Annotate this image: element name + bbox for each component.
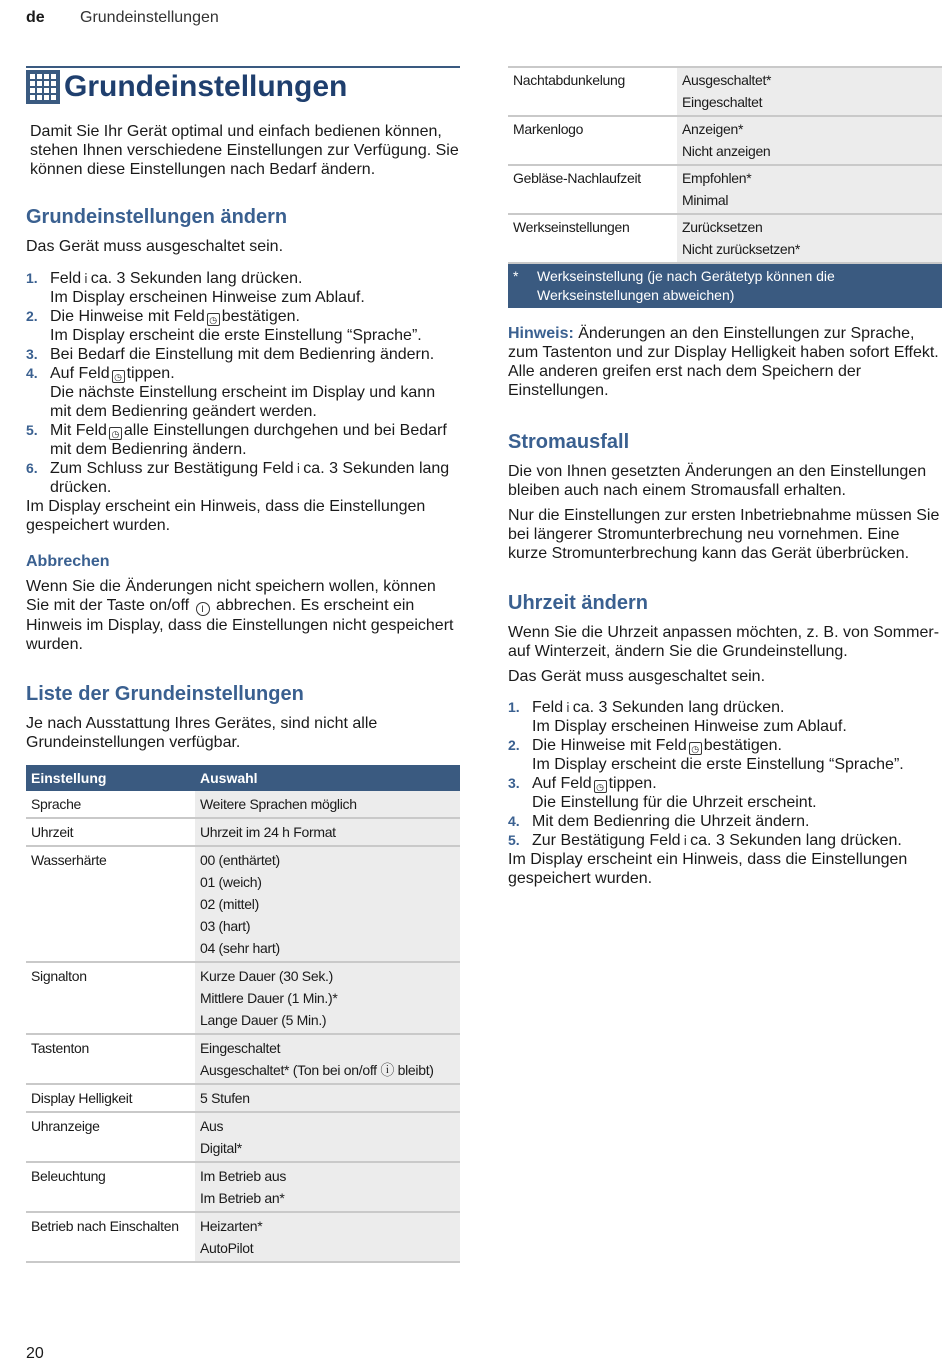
- setting-name: Wasserhärte: [31, 852, 107, 868]
- step-text: Auf Feld: [50, 365, 110, 382]
- setting-name-cell: [508, 116, 677, 165]
- clock-key-icon: ◷: [109, 427, 122, 440]
- setting-options-cell: [195, 1162, 460, 1212]
- step-result: Im Display erscheinen Hinweise zum Ablauf.: [50, 289, 365, 306]
- info-key-icon: ⅰ: [683, 833, 688, 848]
- table-row: [26, 1034, 460, 1084]
- step-text: alle Einstellungen durchgehen und bei Bedarf mit dem Bedienring ändern.: [50, 422, 447, 458]
- power-key-icon: I: [196, 602, 210, 616]
- cancel-text: [26, 577, 460, 654]
- power-text-2: Nur die Einstellungen zur ersten Inbetriebnahme müssen Sie bei längerer Stromunterbrechung neu vornehmen. Eine kurze Stromunterbrechung kann das Gerät überbrücken.: [508, 507, 940, 562]
- section-heading-cancel: Abbrechen: [26, 553, 110, 570]
- setting-name-cell: [26, 1084, 195, 1112]
- setting-option: 04 (sehr hart): [200, 940, 280, 956]
- time-steps: [508, 698, 942, 850]
- setting-option: Nicht zurücksetzen*: [682, 241, 801, 257]
- setting-options-cell: [677, 67, 942, 116]
- setting-option: Digital*: [200, 1140, 242, 1156]
- header-language: de: [26, 9, 45, 26]
- list-item: [26, 307, 460, 345]
- list-item: [26, 421, 460, 459]
- table-row: [508, 116, 942, 165]
- info-key-icon: ⅰ: [296, 461, 301, 476]
- setting-name: Signalton: [31, 968, 87, 984]
- time-result: Im Display erscheint ein Hinweis, dass die Einstellungen gespeichert wurden.: [508, 851, 908, 887]
- change-precondition: Das Gerät muss ausgeschaltet sein.: [26, 238, 284, 255]
- info-key-icon: ⅰ: [566, 700, 570, 715]
- right-column: [508, 66, 942, 888]
- setting-option: Kurze Dauer (30 Sek.): [200, 968, 333, 984]
- table-row: [26, 1212, 460, 1262]
- list-item: [26, 345, 460, 364]
- list-item: [508, 736, 942, 774]
- step-number: 3.: [26, 346, 38, 362]
- setting-options-cell: [195, 1212, 460, 1262]
- step-number: 6.: [26, 460, 38, 476]
- step-text: Mit Feld: [50, 422, 107, 439]
- list-item: [508, 698, 942, 736]
- table-row: [26, 1112, 460, 1162]
- section-heading-list: Liste der Grundeinstellungen: [26, 683, 304, 705]
- column-header-option: Auswahl: [195, 765, 460, 791]
- table-row: [26, 791, 460, 818]
- step-text: Zur Bestätigung Feld: [532, 832, 681, 849]
- clock-key-icon: ◷: [112, 370, 125, 383]
- setting-option: Empfohlen*: [682, 170, 752, 186]
- setting-options-cell: [195, 791, 460, 818]
- setting-name: Markenlogo: [513, 121, 584, 137]
- setting-option: Lange Dauer (5 Min.): [200, 1012, 327, 1028]
- page-number: 20: [26, 1345, 44, 1362]
- time-intro: Wenn Sie die Uhrzeit anpassen möchten, z. B. von Sommer- auf Winterzeit, ändern Sie die Grundeinstellung.: [508, 624, 940, 660]
- setting-option: 01 (weich): [200, 874, 262, 890]
- setting-name-cell: [26, 1112, 195, 1162]
- setting-name: Uhrzeit: [31, 824, 74, 840]
- settings-table-continued: [508, 66, 942, 264]
- setting-name-cell: [26, 1212, 195, 1262]
- list-intro: Je nach Ausstattung Ihres Gerätes, sind nicht alle Grundeinstellungen verfügbar.: [26, 715, 378, 751]
- settings-table: [26, 765, 460, 1263]
- setting-options-cell: [677, 165, 942, 214]
- table-row: [26, 962, 460, 1034]
- setting-options-cell: [195, 1112, 460, 1162]
- setting-option: Mittlere Dauer (1 Min.)*: [200, 990, 338, 1006]
- change-result: Im Display erscheint ein Hinweis, dass die Einstellungen gespeichert wurden.: [26, 498, 426, 534]
- setting-option: Heizarten*: [200, 1218, 263, 1234]
- step-text: tippen.: [126, 365, 175, 382]
- step-text: bestätigen.: [703, 737, 782, 754]
- step-number: 4.: [26, 365, 38, 381]
- setting-name: Nachtabdunkelung: [513, 72, 625, 88]
- list-item: [26, 459, 460, 497]
- chapter-title: Grundeinstellungen: [64, 70, 348, 103]
- hint-text: Änderungen an den Einstellungen zur Sprache, zum Tastenton und zur Display Helligkeit haben sofort Effekt. Alle anderen greifen erst nach dem Speichern der Einstellungen.: [508, 325, 939, 399]
- footnote-star: *: [513, 268, 519, 284]
- table-row: [26, 1084, 460, 1112]
- setting-options-cell: [195, 846, 460, 962]
- setting-options-cell: [677, 214, 942, 263]
- step-number: 2.: [26, 308, 38, 324]
- step-number: 1.: [508, 699, 520, 715]
- setting-option: Ausgeschaltet* (Ton bei on/off ⓘ bleibt): [200, 1062, 434, 1078]
- step-number: 4.: [508, 813, 520, 829]
- step-text: Die Hinweise mit Feld: [50, 308, 205, 325]
- setting-option: Aus: [200, 1118, 224, 1134]
- list-item: [508, 812, 942, 831]
- setting-option: Weitere Sprachen möglich: [200, 796, 357, 812]
- clock-key-icon: ◷: [594, 780, 607, 793]
- list-item: [26, 364, 460, 421]
- step-number: 3.: [508, 775, 520, 791]
- step-result: Im Display erscheinen Hinweise zum Ablauf.: [532, 718, 847, 735]
- step-text: Feld: [532, 699, 564, 716]
- step-text: ca. 3 Sekunden lang drücken.: [50, 460, 450, 496]
- table-row: [508, 165, 942, 214]
- setting-name-cell: [26, 1034, 195, 1084]
- list-item: [508, 831, 942, 850]
- setting-option: Eingeschaltet: [200, 1040, 281, 1056]
- setting-option: Im Betrieb an*: [200, 1190, 285, 1206]
- grid-icon: [26, 70, 60, 104]
- step-text: Zum Schluss zur Bestätigung Feld: [50, 460, 294, 477]
- setting-name: Werkseinstellungen: [513, 219, 630, 235]
- hint-label: Hinweis:: [508, 325, 574, 342]
- step-text: Auf Feld: [532, 775, 592, 792]
- setting-option: Uhrzeit im 24 h Format: [200, 824, 336, 840]
- setting-name-cell: [26, 846, 195, 962]
- step-number: 5.: [508, 832, 520, 848]
- setting-name: Display Helligkeit: [31, 1090, 133, 1106]
- setting-name-cell: [508, 165, 677, 214]
- setting-option: AutoPilot: [200, 1240, 254, 1256]
- section-heading-power: Stromausfall: [508, 431, 630, 453]
- step-number: 2.: [508, 737, 520, 753]
- setting-option: Minimal: [682, 192, 729, 208]
- section-heading-time: Uhrzeit ändern: [508, 592, 649, 614]
- setting-option: 00 (enthärtet): [200, 852, 280, 868]
- hint-paragraph: [508, 324, 942, 400]
- step-result: Die nächste Einstellung erscheint im Display und kann mit dem Bedienring geändert werden.: [50, 384, 436, 420]
- setting-name-cell: [26, 1162, 195, 1212]
- table-row: [26, 1162, 460, 1212]
- setting-option: 02 (mittel): [200, 896, 259, 912]
- setting-options-cell: [195, 1084, 460, 1112]
- footnote: [508, 264, 942, 308]
- step-text: Bei Bedarf die Einstellung mit dem Bedienring ändern.: [50, 346, 435, 363]
- step-text: Feld: [50, 270, 82, 287]
- cancel-text-a: Wenn Sie die Änderungen nicht speichern wollen, können Sie mit der Taste on/off: [26, 578, 436, 614]
- table-row: [508, 67, 942, 116]
- clock-key-icon: ◷: [207, 313, 220, 326]
- step-text: ca. 3 Sekunden lang drücken.: [90, 270, 303, 287]
- setting-name-cell: [508, 67, 677, 116]
- left-column: [26, 66, 460, 1263]
- step-result: Im Display erscheint die erste Einstellung “Sprache”.: [50, 327, 422, 344]
- footnote-text: Werkseinstellung (je nach Gerätetyp können die Werkseinstellungen abweichen): [537, 268, 835, 303]
- step-text: ca. 3 Sekunden lang drücken.: [690, 832, 902, 849]
- setting-option: 03 (hart): [200, 918, 251, 934]
- setting-name-cell: [26, 791, 195, 818]
- time-precondition: Das Gerät muss ausgeschaltet sein.: [508, 668, 766, 685]
- setting-option: 5 Stufen: [200, 1090, 250, 1106]
- header-title: Grundeinstellungen: [80, 9, 219, 26]
- setting-option: Im Betrieb aus: [200, 1168, 287, 1184]
- step-text: ca. 3 Sekunden lang drücken.: [572, 699, 785, 716]
- setting-options-cell: [195, 818, 460, 846]
- column-header-setting: Einstellung: [26, 765, 195, 791]
- setting-option: Anzeigen*: [682, 121, 744, 137]
- clock-key-icon: ◷: [689, 742, 702, 755]
- table-row: [508, 214, 942, 263]
- setting-option: Ausgeschaltet*: [682, 72, 772, 88]
- intro-text: Damit Sie Ihr Gerät optimal und einfach bedienen können, stehen Ihnen verschiedene Einstellungen zur Verfügung. Sie können diese Einstellungen nach Bedarf ändern.: [30, 123, 459, 178]
- setting-option: Nicht anzeigen: [682, 143, 771, 159]
- step-text: Die Hinweise mit Feld: [532, 737, 687, 754]
- step-text: Mit dem Bedienring die Uhrzeit ändern.: [532, 813, 810, 830]
- setting-options-cell: [195, 962, 460, 1034]
- setting-option: Zurücksetzen: [682, 219, 763, 235]
- list-item: [26, 269, 460, 307]
- setting-option: Eingeschaltet: [682, 94, 763, 110]
- change-steps: [26, 269, 460, 497]
- step-result: Die Einstellung für die Uhrzeit erscheint.: [532, 794, 817, 811]
- step-result: Im Display erscheint die erste Einstellung “Sprache”.: [532, 756, 904, 773]
- section-heading-change: Grundeinstellungen ändern: [26, 206, 288, 228]
- step-number: 5.: [26, 422, 38, 438]
- setting-name: Beleuchtung: [31, 1168, 106, 1184]
- chapter-heading: [26, 66, 460, 104]
- info-key-icon: ⅰ: [84, 271, 88, 286]
- setting-name-cell: [26, 962, 195, 1034]
- cancel-text-b: abbrechen. Es erscheint ein Hinweis im Display, dass die Einstellungen nicht gespeichert wurden.: [26, 597, 454, 653]
- setting-name: Uhranzeige: [31, 1118, 100, 1134]
- step-text: tippen.: [608, 775, 657, 792]
- setting-name: Gebläse-Nachlaufzeit: [513, 170, 641, 186]
- step-text: bestätigen.: [221, 308, 300, 325]
- setting-name-cell: [26, 818, 195, 846]
- setting-name: Betrieb nach Einschalten: [31, 1218, 179, 1234]
- setting-name-cell: [508, 214, 677, 263]
- table-row: [26, 818, 460, 846]
- setting-options-cell: [677, 116, 942, 165]
- setting-options-cell: [195, 1034, 460, 1084]
- setting-name: Tastenton: [31, 1040, 90, 1056]
- power-text-1: Die von Ihnen gesetzten Änderungen an den Einstellungen bleiben auch nach einem Stromausfall erhalten.: [508, 463, 927, 499]
- step-number: 1.: [26, 270, 38, 286]
- setting-name: Sprache: [31, 796, 82, 812]
- table-row: [26, 846, 460, 962]
- list-item: [508, 774, 942, 812]
